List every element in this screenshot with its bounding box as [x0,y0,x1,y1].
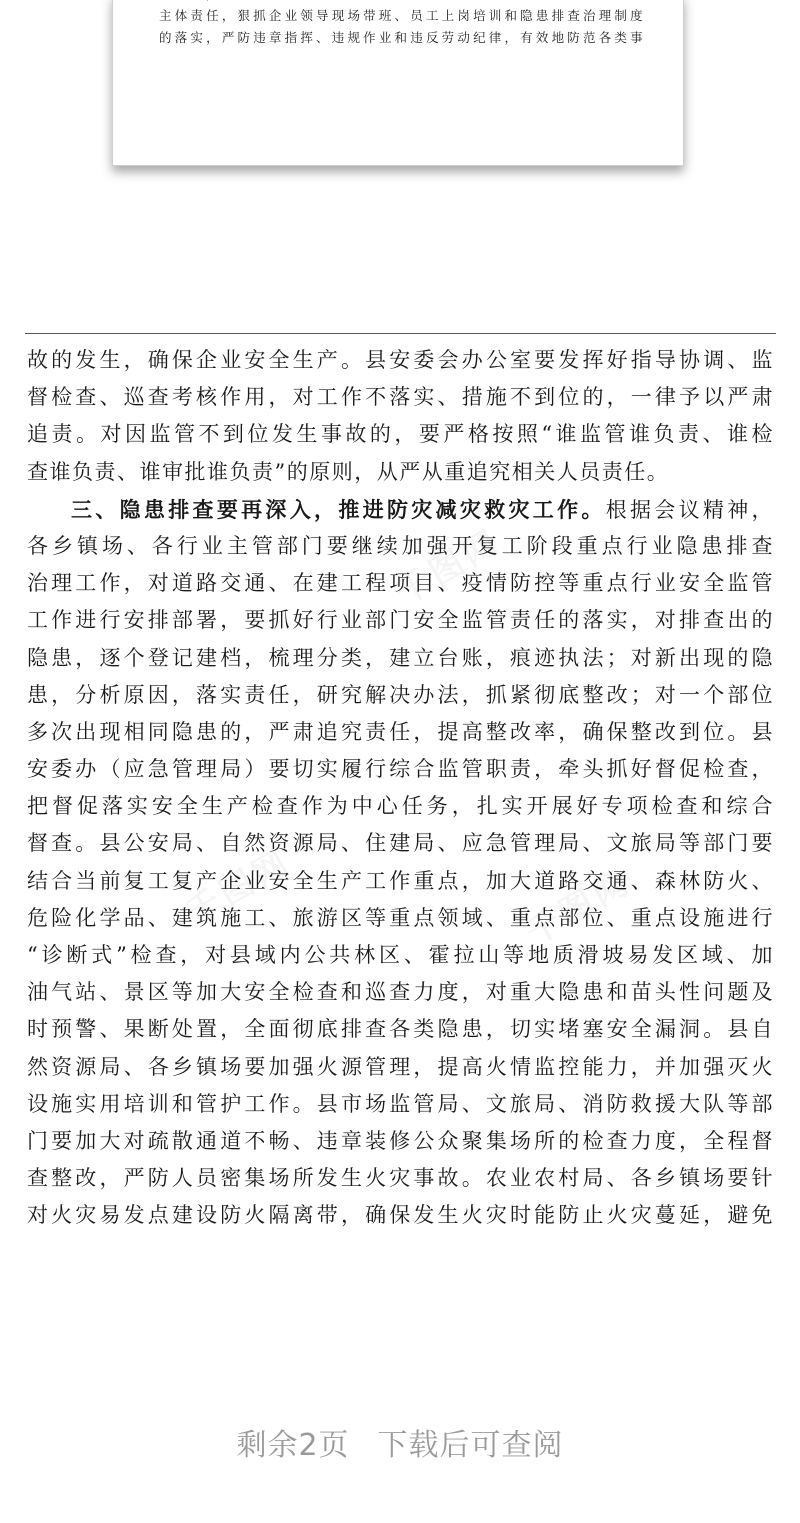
document-body [27,342,774,1235]
remaining-pages-label[interactable]: 剩余2页 [236,1428,350,1463]
text-line: 督检查、巡查考核作用，对工作不落实、措施不到位的，一律予以严肃 [27,385,774,410]
download-to-read-more-banner[interactable] [0,1420,800,1464]
text-line: 把督促落实安全生产检查作为中心任务，扎实开展好专项检查和综合 [27,794,774,819]
text-line: 设施实用培训和管护工作。县市场监管局、文旅局、消防救援大队等部 [27,1091,774,1116]
text-line: 查整改，严防人员密集场所发生火灾事故。农业农村局、各乡镇场要针 [27,1166,774,1191]
text-line: 时预警、果断处置，全面彻底排查各类隐患，切实堵塞安全漏洞。县自 [27,1017,774,1042]
preview-text-block [159,0,643,49]
text-line: 各乡镇场、各行业主管部门要继续加强开复工阶段重点行业隐患排查 [27,533,774,558]
preview-page-card [112,0,684,166]
text-line: 多次出现相同隐患的，严肃追究责任，提高整改率，确保整改到位。县 [27,719,774,744]
preview-line: 的落实，严防违章指挥、违规作业和违反劳动纪律，有效地防范各类事 [159,30,643,45]
text-line: 门要加大对疏散通道不畅、违章装修公众聚集场所的检查力度，全程督 [27,1128,774,1153]
text-line: 治理工作，对道路交通、在建工程项目、疫情防控等重点行业安全监管 [27,571,774,596]
text-line: 故的发生，确保企业安全生产。县安委会办公室要发挥好指导协调、监 [27,348,774,372]
text-line: 油气站、景区等加大安全检查和巡查力度，对重大隐患和苗头性问题及 [27,980,774,1005]
text-line: “诊断式”检查，对县域内公共林区、霍拉山等地质滑坡易发区域、加 [27,943,774,967]
text-line: 对火灾易发点建设防火隔离带，确保发生火灾时能防止火灾蔓延，避免 [27,1203,774,1228]
download-prompt-label[interactable]: 下载后可查阅 [377,1428,564,1463]
page-divider [25,333,776,334]
section-heading: 三、隐患排查要再深入，推进防灾减灾救灾工作。 [71,496,606,522]
text-line: 危险化学品、建筑施工、旅游区等重点领域、重点部位、重点设施进行 [27,905,774,930]
preview-line: 主体责任，狠抓企业领导现场带班、员工上岗培训和隐患排查治理制度 [159,8,643,23]
text-line: 查谁负责、谁审批谁负责”的原则，从严从重追究相关人员责任。 [27,459,670,484]
text-line: 然资源局、各乡镇场要加强火源管理，提高火情监控能力，并加强灭火 [27,1054,774,1079]
text-line: 结合当前复工复产企业安全生产工作重点，加大道路交通、森林防火、 [27,868,774,893]
text-line: 追责。对因监管不到位发生事故的，要严格按照“谁监管谁负责、谁检 [27,422,774,447]
text-line: 工作进行安排部署，要抓好行业部门安全监管责任的落实，对排查出的 [27,608,774,633]
text-line: 安委办（应急管理局）要切实履行综合监管职责，牵头抓好督促检查， [27,757,774,782]
text-line: 督查。县公安局、自然资源局、住建局、应急管理局、文旅局等部门要 [27,831,774,856]
heading-continuation: 根据会议精神， [605,497,775,522]
text-line: 隐患，逐个登记建档，梳理分类，建立台账，痕迹执法；对新出现的隐 [27,645,774,670]
text-line: 患，分析原因，落实责任，研究解决办法，抓紧彻底整改；对一个部位 [27,682,774,707]
section-heading-line [27,491,774,528]
